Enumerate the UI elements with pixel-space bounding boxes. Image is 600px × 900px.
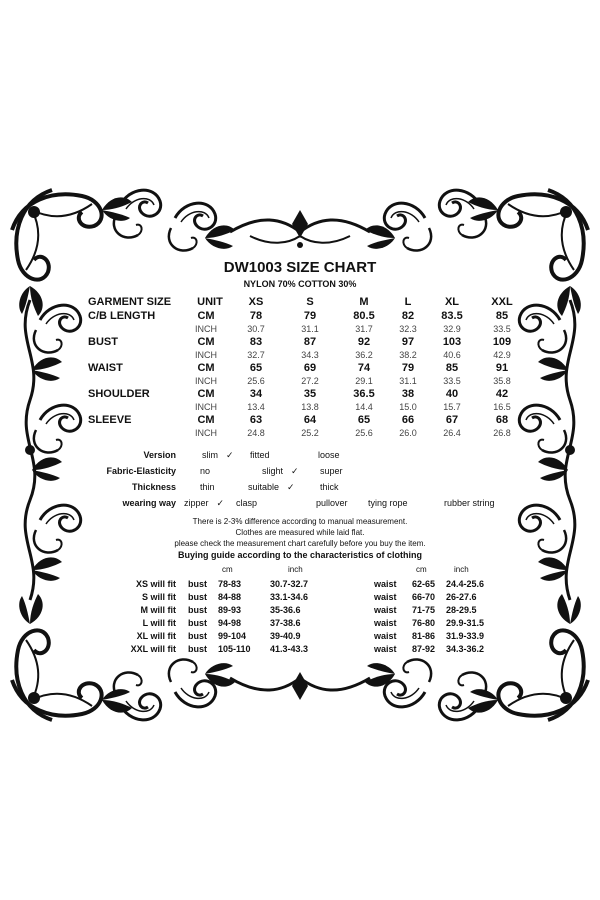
- guide-waist-inch: 28-29.5: [446, 605, 477, 615]
- option-tying-rope: tying rope: [368, 498, 408, 508]
- guide-waist-cm: 71-75: [412, 605, 436, 615]
- guide-bust-cm: 105-110: [218, 644, 251, 654]
- attribute-label: Fabric-Elasticity: [106, 466, 176, 476]
- cm-value: 97: [401, 336, 415, 348]
- guide-waist-inch: 26-27.6: [446, 592, 477, 602]
- inch-value: 25.2: [301, 428, 319, 438]
- guide-waist-cm: 62-65: [412, 579, 436, 589]
- guide-size: XXL will fit: [130, 644, 176, 654]
- guide-bust-cm: 84-88: [218, 592, 242, 602]
- guide-waist-inch: 34.3-36.2: [446, 644, 485, 654]
- guide-bust-inch: 37-38.6: [270, 618, 301, 628]
- guide-bust-label: bust: [188, 579, 207, 589]
- guide-waist-cm: 76-80: [412, 618, 436, 628]
- guide-waist-cm: 81-86: [412, 631, 436, 641]
- note-line: please check the measurement chart carefully before you buy the item.: [174, 539, 426, 548]
- option-loose: loose: [318, 450, 340, 460]
- attribute-label: Version: [143, 450, 176, 460]
- guide-bust-cm: 89-93: [218, 605, 242, 615]
- guide-bust-cm: 94-98: [218, 618, 242, 628]
- check-icon: ✓: [216, 498, 225, 508]
- row-label: SHOULDER: [88, 388, 150, 400]
- inch-value: 16.5: [493, 402, 511, 412]
- guide-size: XS will fit: [135, 579, 176, 589]
- cm-value: 109: [492, 336, 512, 348]
- cm-value: 83.5: [441, 310, 463, 322]
- inch-value: 15.7: [443, 402, 461, 412]
- unit-inch: INCH: [195, 402, 217, 412]
- cm-value: 34: [249, 388, 263, 400]
- cm-value: 85: [495, 310, 509, 322]
- cm-value: 42: [495, 388, 509, 400]
- guide-waist-cm: 87-92: [412, 644, 436, 654]
- option-no: no: [200, 466, 211, 476]
- cm-value: 80.5: [353, 310, 375, 322]
- option-slight: slight: [262, 466, 284, 476]
- guide-bust-label: bust: [188, 631, 207, 641]
- header-garment-size: GARMENT SIZE: [88, 296, 172, 308]
- fabric-composition: NYLON 70% COTTON 30%: [243, 279, 357, 289]
- guide-bust-inch: 33.1-34.6: [270, 592, 309, 602]
- attribute-label: Thickness: [131, 482, 176, 492]
- cm-value: 82: [401, 310, 415, 322]
- cm-value: 40: [445, 388, 459, 400]
- cm-value: 92: [357, 336, 371, 348]
- unit-cm: CM: [197, 362, 215, 374]
- inch-value: 34.3: [301, 350, 319, 360]
- header-size-xs: XS: [248, 296, 264, 308]
- guide-bust-label: bust: [188, 592, 207, 602]
- guide-bust-inch: 39-40.9: [270, 631, 301, 641]
- inch-value: 13.4: [247, 402, 265, 412]
- guide-waist-label: waist: [374, 644, 397, 654]
- inch-value: 29.1: [355, 376, 373, 386]
- row-label: WAIST: [88, 362, 123, 374]
- inch-value: 36.2: [355, 350, 373, 360]
- guide-waist-cm: 66-70: [412, 592, 436, 602]
- option-zipper: zipper: [184, 498, 209, 508]
- unit-cm: CM: [197, 388, 215, 400]
- guide-bust-cm: 99-104: [218, 631, 247, 641]
- inch-value: 38.2: [399, 350, 417, 360]
- unit-inch: INCH: [195, 324, 217, 334]
- cm-value: 74: [357, 362, 371, 374]
- cm-value: 68: [495, 414, 509, 426]
- header-size-s: S: [306, 296, 314, 308]
- option-pullover: pullover: [316, 498, 348, 508]
- guide-size: L will fit: [142, 618, 176, 628]
- inch-value: 25.6: [355, 428, 373, 438]
- guide-bust-inch: 35-36.6: [270, 605, 301, 615]
- inch-value: 26.0: [399, 428, 417, 438]
- cm-value: 35: [303, 388, 317, 400]
- guide-waist-inch: 29.9-31.5: [446, 618, 485, 628]
- option-fitted: fitted: [250, 450, 270, 460]
- inch-value: 26.4: [443, 428, 461, 438]
- cm-value: 36.5: [353, 388, 375, 400]
- row-label: C/B LENGTH: [88, 310, 156, 322]
- guide-bust-cm: 78-83: [218, 579, 242, 589]
- guide-waist-label: waist: [374, 592, 397, 602]
- inch-value: 32.3: [399, 324, 417, 334]
- inch-value: 32.7: [247, 350, 265, 360]
- cm-value: 103: [442, 336, 462, 348]
- cm-value: 79: [303, 310, 317, 322]
- guide-waist-inch: 31.9-33.9: [446, 631, 485, 641]
- inch-value: 13.8: [301, 402, 319, 412]
- unit-cm: CM: [197, 414, 215, 426]
- guide-bust-label: bust: [188, 618, 207, 628]
- inch-value: 42.9: [493, 350, 511, 360]
- cm-value: 64: [303, 414, 317, 426]
- cm-value: 66: [401, 414, 415, 426]
- check-icon: ✓: [291, 466, 299, 476]
- header-size-xl: XL: [444, 296, 460, 308]
- header-size-m: M: [359, 296, 369, 308]
- buying-guide-title: Buying guide according to the characteristics of clothing: [177, 550, 423, 560]
- guide-waist-label: waist: [374, 618, 397, 628]
- guide-bust-inch: 30.7-32.7: [270, 579, 309, 589]
- unit-cm: CM: [197, 310, 215, 322]
- guide-size: M will fit: [140, 605, 176, 615]
- cm-value: 69: [303, 362, 317, 374]
- guide-size: S will fit: [141, 592, 176, 602]
- attribute-label: wearing way: [122, 498, 176, 508]
- header-unit: UNIT: [197, 296, 223, 308]
- inch-value: 27.2: [301, 376, 319, 386]
- cm-value: 63: [249, 414, 263, 426]
- cm-value: 38: [401, 388, 415, 400]
- cm-value: 78: [249, 310, 263, 322]
- inch-value: 26.8: [493, 428, 511, 438]
- cm-value: 67: [445, 414, 459, 426]
- guide-size: XL will fit: [136, 631, 176, 641]
- inch-value: 32.9: [443, 324, 461, 334]
- check-icon: ✓: [226, 450, 234, 460]
- unit-cm: CM: [197, 336, 215, 348]
- option-thin: thin: [200, 482, 215, 492]
- inch-value: 25.6: [247, 376, 265, 386]
- bust-cm-header: cm: [222, 565, 233, 574]
- inch-value: 14.4: [355, 402, 373, 412]
- guide-waist-label: waist: [374, 605, 397, 615]
- inch-value: 15.0: [399, 402, 417, 412]
- cm-value: 87: [303, 336, 317, 348]
- cm-value: 65: [249, 362, 263, 374]
- inch-value: 33.5: [443, 376, 461, 386]
- guide-waist-label: waist: [374, 579, 397, 589]
- option-super: super: [320, 466, 343, 476]
- note-line: There is 2-3% difference according to manual measurement.: [192, 517, 408, 526]
- unit-inch: INCH: [195, 350, 217, 360]
- chart-title: DW1003 SIZE CHART: [223, 259, 377, 276]
- option-thick: thick: [320, 482, 339, 492]
- inch-value: 30.7: [247, 324, 265, 334]
- unit-inch: INCH: [195, 428, 217, 438]
- option-clasp: clasp: [236, 498, 258, 508]
- inch-value: 33.5: [493, 324, 511, 334]
- cm-value: 91: [495, 362, 509, 374]
- unit-inch: INCH: [195, 376, 217, 386]
- check-icon: ✓: [287, 482, 295, 492]
- inch-value: 35.8: [493, 376, 511, 386]
- header-size-xxl: XXL: [491, 296, 513, 308]
- inch-value: 40.6: [443, 350, 461, 360]
- note-line: Clothes are measured while laid flat.: [235, 528, 365, 537]
- option-suitable: suitable: [248, 482, 280, 492]
- guide-bust-label: bust: [188, 605, 207, 615]
- row-label: SLEEVE: [88, 414, 132, 426]
- guide-bust-label: bust: [188, 644, 207, 654]
- option-slim: slim: [202, 450, 218, 460]
- guide-bust-inch: 41.3-43.3: [270, 644, 309, 654]
- cm-value: 79: [401, 362, 415, 374]
- inch-value: 31.1: [301, 324, 319, 334]
- guide-waist-inch: 24.4-25.6: [446, 579, 485, 589]
- cm-value: 65: [357, 414, 371, 426]
- inch-value: 31.7: [355, 324, 373, 334]
- waist-inch-header: inch: [454, 565, 469, 574]
- cm-value: 85: [445, 362, 459, 374]
- guide-waist-label: waist: [374, 631, 397, 641]
- header-size-l: L: [404, 296, 412, 308]
- waist-cm-header: cm: [416, 565, 427, 574]
- option-rubber-string: rubber string: [444, 498, 495, 508]
- row-label: BUST: [88, 336, 118, 348]
- bust-inch-header: inch: [288, 565, 303, 574]
- cm-value: 83: [249, 336, 263, 348]
- inch-value: 31.1: [399, 376, 417, 386]
- inch-value: 24.8: [247, 428, 265, 438]
